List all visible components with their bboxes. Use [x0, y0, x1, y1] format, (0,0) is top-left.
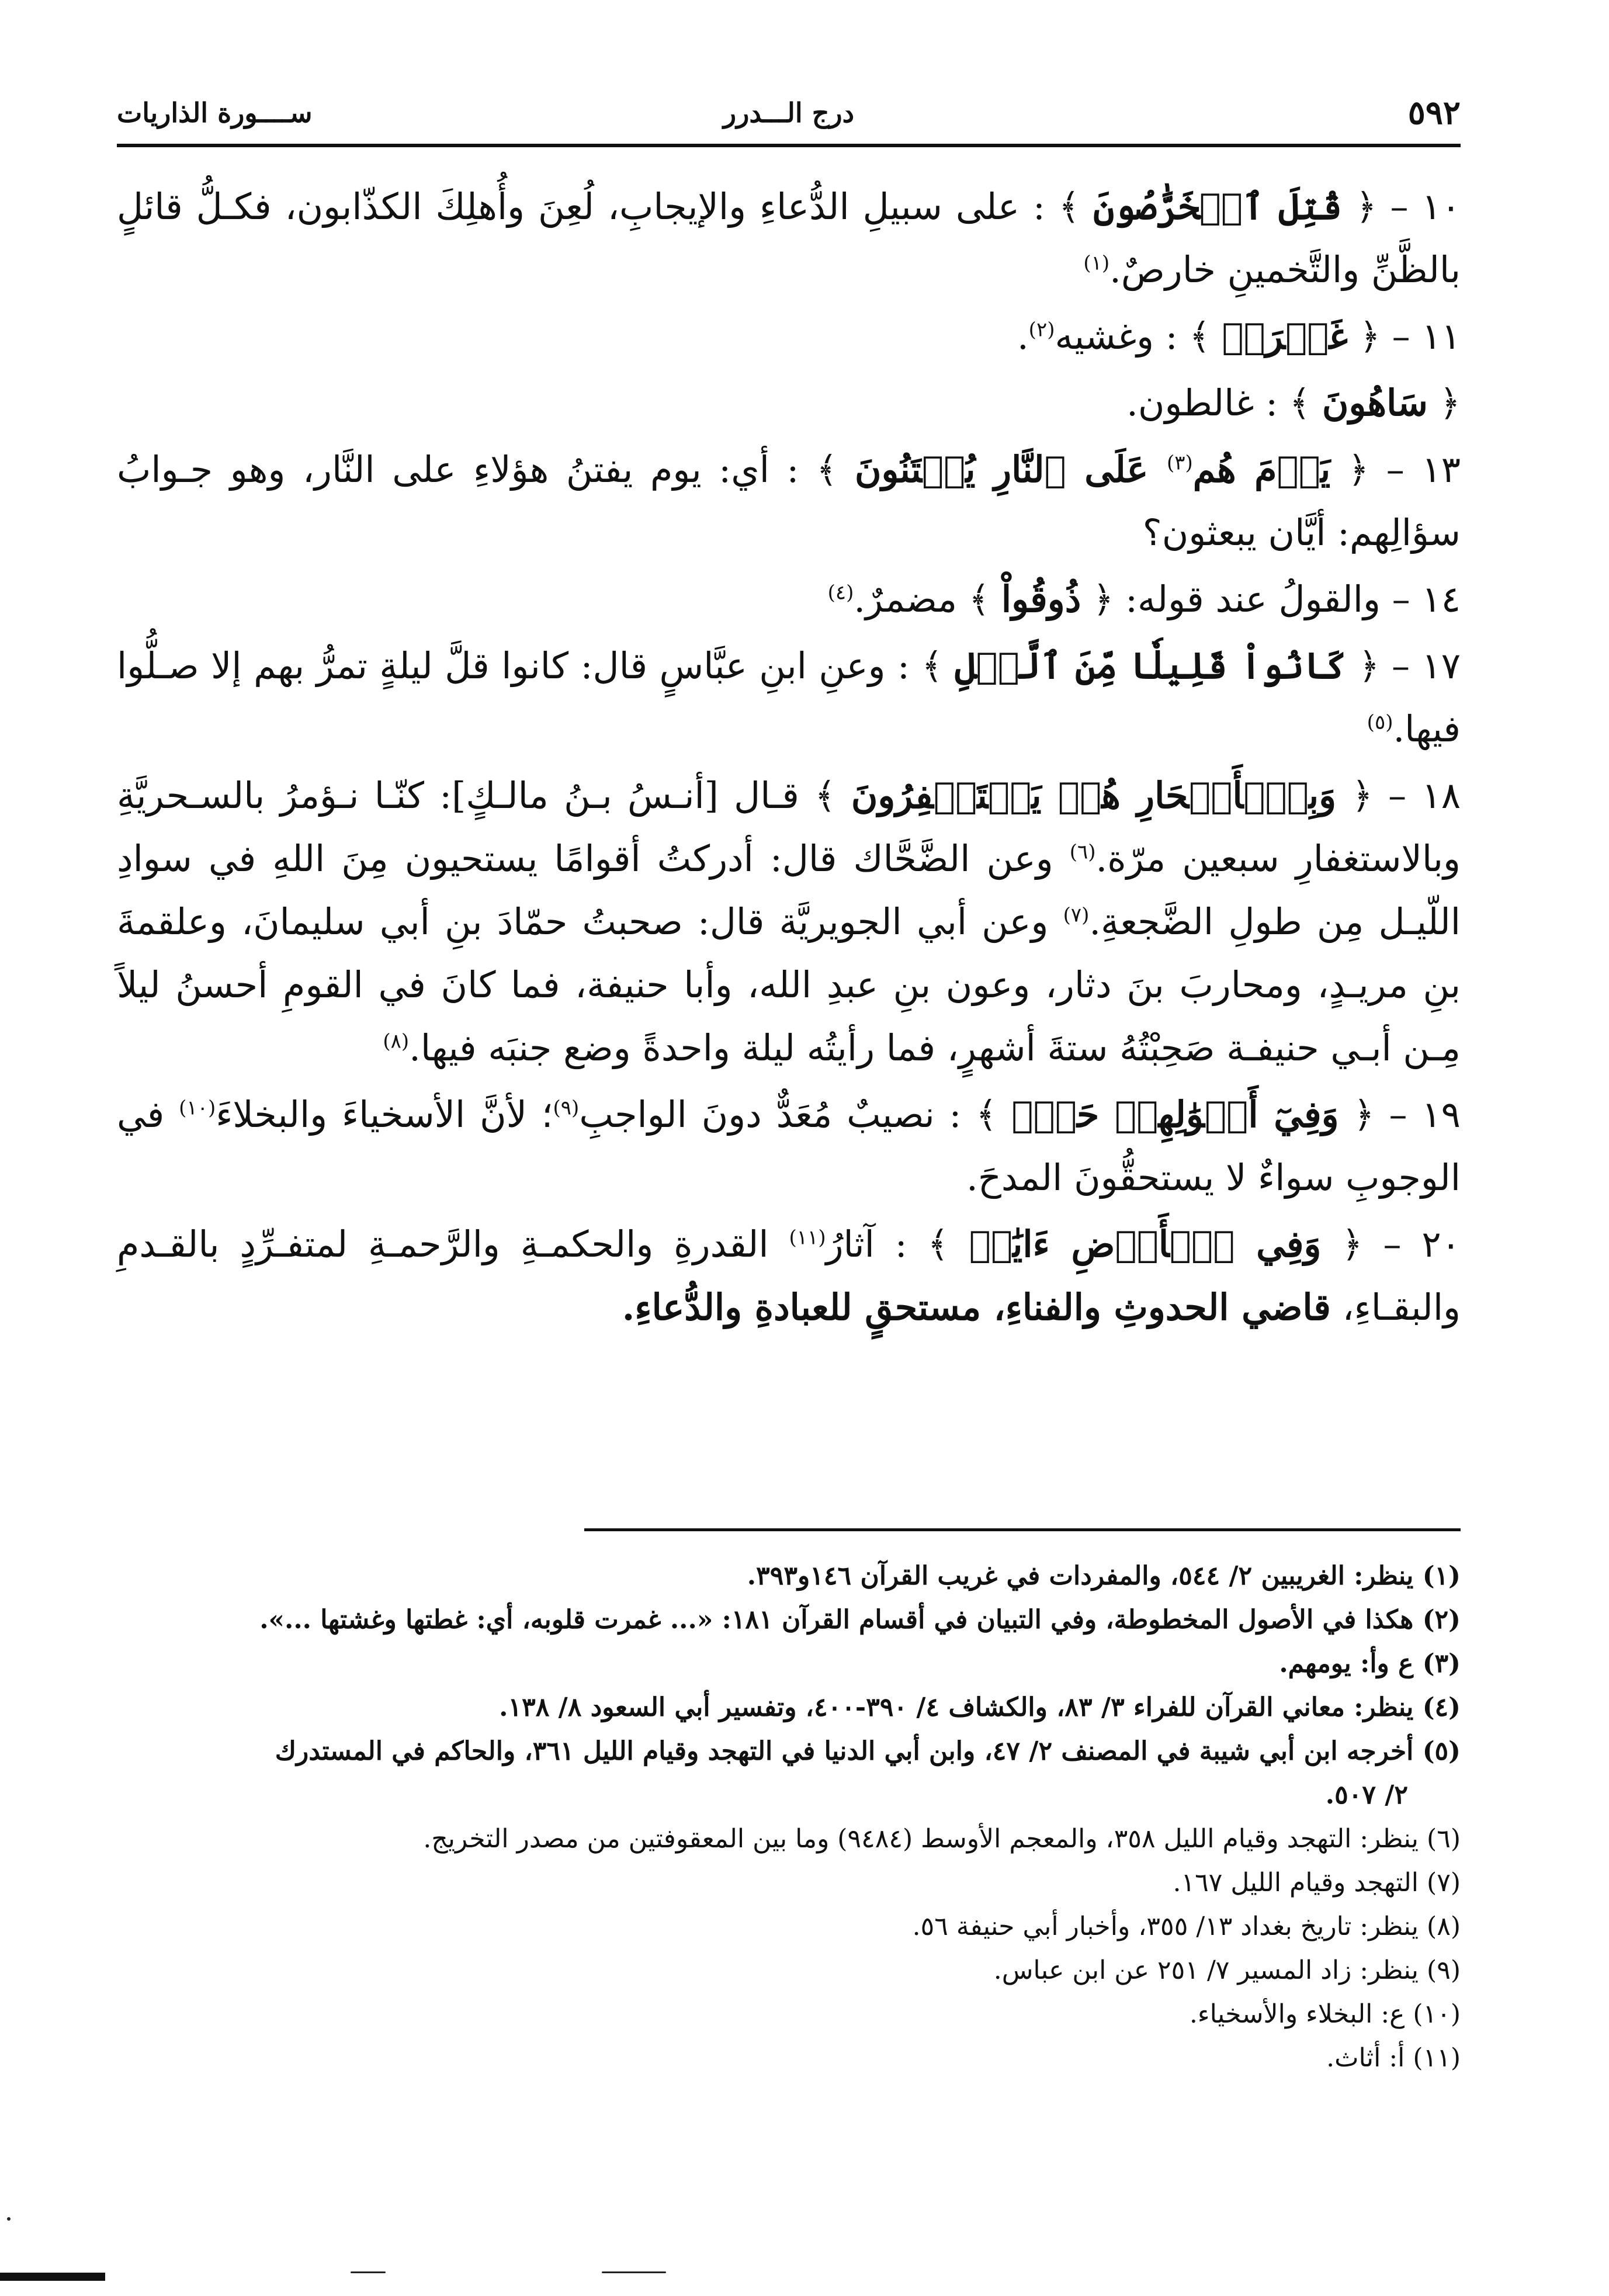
- footnote-number: (٧): [1427, 1868, 1461, 1898]
- quran-text: قُتِلَ ٱلۡخَرَّٰصُونَ: [1093, 185, 1343, 228]
- footnote-number: (٥): [1422, 1736, 1461, 1766]
- commentary-text: قـال [أنـسُ بـنُ مالـكٍ]: كنّـا نـؤمرُ بالسـحريَّةِ وبالاستغفارِ سبعين مرّة.: [117, 774, 1461, 880]
- footnote-ref: (٤): [827, 581, 854, 605]
- footnote-text: ينظر: تاريخ بغداد ١٣/ ٣٥٥، وأخبار أبي حنيفة ٥٦.: [912, 1912, 1427, 1941]
- quran-text: عَلَى ٱلنَّارِ يُفۡتَنُونَ: [855, 448, 1167, 491]
- verse-paragraph: [117, 372, 1461, 435]
- footnotes: [117, 1554, 1461, 2080]
- verse-paragraph: [117, 175, 1461, 301]
- footnote-continuation: ٢/ ٥٠٧.: [1325, 1780, 1408, 1810]
- scan-speck: [602, 2271, 666, 2273]
- quran-text: وَفِيٓ أَمۡوَٰلِهِمۡ حَقّٞ: [1011, 1093, 1339, 1136]
- footnote-ref: (٣): [1166, 451, 1193, 475]
- footnote-number: (١): [1422, 1561, 1461, 1591]
- quran-text: ذُوقُواْ: [1001, 578, 1081, 620]
- footnote: [117, 1642, 1461, 1685]
- quran-bracket-open: ﴿: [1346, 644, 1380, 687]
- commentary-text: : أي: يوم يفتنُ هؤلاءِ على النَّار، وهو جـوابُ سؤالِهم: أيَّان يبعثون؟: [117, 448, 1461, 554]
- footnote-text: أ: أثاث.: [1326, 2043, 1413, 2073]
- footnote-text: ينظر: التهجد وقيام الليل ٣٥٨، والمعجم الأوسط (٩٤٨٤) وما بين المعقوفتين من مصدر التخريج.: [423, 1824, 1427, 1854]
- quran-bracket-open: ﴿: [1342, 185, 1377, 228]
- quran-text: وَبِٱلۡأَسۡحَارِ هُمۡ يَسۡتَغۡفِرُونَ: [851, 774, 1337, 817]
- quran-text: غَمۡرَةٖ: [1222, 315, 1348, 358]
- verse-number: ١٧ –: [1379, 644, 1461, 687]
- commentary-text: : غالطون.: [1126, 381, 1289, 424]
- quran-bracket-close: ﴾: [1289, 381, 1322, 424]
- commentary-text: والقولُ عند قوله:: [1114, 578, 1381, 620]
- quran-bracket-open: ﴿: [1330, 448, 1369, 491]
- footnote: [117, 1729, 1461, 1773]
- book-title: درج الـــدرر: [723, 97, 855, 129]
- footnote: [117, 1948, 1461, 1992]
- quran-bracket-open: ﴿: [1338, 1093, 1375, 1136]
- verse-paragraph: [117, 305, 1461, 368]
- quran-bracket-close: ﴾: [816, 448, 855, 491]
- scan-speck: [351, 2271, 386, 2273]
- quran-bracket-close: ﴾: [976, 1093, 1012, 1136]
- footnote: [117, 2036, 1461, 2080]
- footnote: [117, 1992, 1461, 2036]
- footnote: [117, 1905, 1461, 1948]
- verse-number: ٢٠ –: [1362, 1223, 1461, 1265]
- commentary-text: : وغشيه: [1055, 315, 1190, 358]
- verse-number: ١٩ –: [1374, 1093, 1461, 1136]
- commentary-text: : نصيبٌ مُعَدٌّ دونَ الواجبِ: [579, 1093, 976, 1136]
- verse-paragraph: [117, 1083, 1461, 1209]
- footnote-ref: (١): [1083, 251, 1110, 275]
- footnote-number: (٣): [1422, 1649, 1461, 1678]
- footnote-text: هكذا في الأصول المخطوطة، وفي التبيان في أقسام القرآن ١٨١: «... غمرت قلوبه، أي: غطتها وغشتها ...».: [259, 1605, 1423, 1635]
- commentary-text: مضمرٌ.: [854, 578, 969, 620]
- commentary-text: في الوجوبِ سواءٌ لا يستحقُّونَ المدحَ.: [117, 1093, 1461, 1199]
- footnote-number: (٤): [1422, 1692, 1461, 1722]
- quran-bracket-close: ﴾: [1058, 185, 1094, 228]
- quran-bracket-open: ﴿: [1427, 381, 1461, 424]
- quran-bracket-open: ﴿: [1336, 774, 1373, 817]
- footnote-text: ع: البخلاء والأسخياء.: [1189, 1999, 1413, 2029]
- quran-bracket-close: ﴾: [968, 578, 1001, 620]
- footnote: [117, 1598, 1461, 1642]
- verse-number: ١٨ –: [1372, 774, 1461, 817]
- verse-paragraph: [117, 764, 1461, 1080]
- footnote-number: (١٠): [1413, 1999, 1461, 2029]
- running-header: [117, 88, 1461, 140]
- verse-paragraph: [117, 1213, 1461, 1339]
- quran-text: كَانُواْ قَلِيلٗا مِّنَ ٱلَّيۡلِ: [955, 644, 1347, 687]
- quran-bracket-close: ﴾: [921, 644, 955, 687]
- commentary-text: القدرةِ والحكمـةِ والرَّحمـةِ لمتفـرِّدٍ بالقـدمِ والبقـاءِ،: [117, 1223, 1461, 1329]
- footnote-ref: (٦): [1069, 840, 1096, 864]
- quran-bracket-open: ﴿: [1321, 1223, 1363, 1265]
- main-text: [117, 175, 1461, 1343]
- footnote-text: ينظر: الغريبين ٢/ ٥٤٤، والمفردات في غريب القرآن ١٤٦و٣٩٣.: [747, 1561, 1423, 1591]
- quran-bracket-close: ﴾: [1189, 315, 1222, 358]
- footnote-number: (١١): [1413, 2043, 1461, 2073]
- footnote: [117, 1685, 1461, 1729]
- footnote-ref: (٧): [1063, 903, 1090, 927]
- footnote-number: (٢): [1422, 1605, 1461, 1635]
- page-number: ٥٩٢: [1407, 93, 1461, 132]
- footnote-ref: (١٠): [179, 1096, 216, 1120]
- footnote-separator: [584, 1528, 1461, 1531]
- verse-number: ١٠ –: [1376, 185, 1461, 228]
- header-rule: [117, 144, 1461, 147]
- verse-number: ١٤ –: [1380, 578, 1461, 620]
- commentary-text: قاضي الحدوثِ والفناءِ، مستحقٍ للعبادةِ والدُّعاءِ.: [622, 1286, 1331, 1329]
- quran-text: يَوۡمَ هُم: [1192, 448, 1331, 491]
- footnote: [117, 1554, 1461, 1598]
- verse-number: ١١ –: [1380, 315, 1461, 358]
- footnote-ref: (٥): [1367, 710, 1393, 734]
- commentary-text: : وعنِ ابنِ عبَّاسٍ قال: كانوا قلَّ ليلةٍ تمرُّ بهم إلا صـلُّوا فيها.: [117, 644, 1461, 750]
- scan-speck: [7, 2217, 11, 2221]
- scan-edge-mark: [0, 2273, 105, 2281]
- commentary-text: .: [1017, 315, 1029, 358]
- footnote-number: (٨): [1427, 1912, 1461, 1941]
- footnote-ref: (٢): [1028, 318, 1055, 342]
- commentary-text: وعن أبي الجويريَّة قال: صحبتُ حمّادَ بنِ أبي سليمانَ، وعلقمةَ بنِ مريـدٍ، ومحاربَ بنَ دثار، وعون بنِ عبدِ الله، وأبا حنيفة، فما كانَ في القومِ أحسنُ ليلاً مِـن أبـي حنيفـة صَحِبْتُهُ ستةَ أشهرٍ، فما رأيتُه ليلة واحدةً وضع جنبَه فيها.: [117, 900, 1461, 1069]
- surah-name: ســــورة الذاريات: [117, 97, 313, 129]
- footnote: [117, 1817, 1461, 1861]
- quran-bracket-close: ﴾: [927, 1223, 969, 1265]
- footnote-text: ينظر: معاني القرآن للفراء ٣/ ٨٣، والكشاف ٤/ ٣٩٠-٤٠٠، وتفسير أبي السعود ٨/ ١٣٨.: [499, 1692, 1423, 1722]
- footnote-text: أخرجه ابن أبي شيبة في المصنف ٢/ ٤٧، وابن أبي الدنيا في التهجد وقيام الليل ٣٦١، والحاكم في المستدرك: [275, 1736, 1423, 1766]
- footnote-ref: (٨): [383, 1029, 410, 1053]
- commentary-text: : آثارُ: [826, 1223, 928, 1265]
- quran-text: سَاهُونَ: [1322, 381, 1428, 424]
- footnote-number: (٦): [1427, 1824, 1461, 1854]
- quran-text: وَفِي ٱلۡأَرۡضِ ءَايَٰتٞ: [969, 1223, 1322, 1265]
- commentary-text: ؛ لأنَّ الأسخياءَ والبخلاءَ: [216, 1093, 553, 1136]
- quran-bracket-close: ﴾: [814, 774, 851, 817]
- footnote: [117, 1861, 1461, 1905]
- footnote-ref: (١١): [789, 1226, 826, 1250]
- commentary-text: وعن الضَّحَّاك قال: أدركتُ أقوامًا يستحيون مِنَ اللهِ في سوادِ اللّيـل مِن طولِ الضَّجعةِ.: [117, 837, 1461, 943]
- footnote-ref: (٩): [553, 1096, 580, 1120]
- footnote-text: التهجد وقيام الليل ١٦٧.: [1173, 1868, 1427, 1898]
- verse-paragraph: [117, 568, 1461, 631]
- verse-number: ١٣ –: [1369, 448, 1461, 491]
- footnote-number: (٩): [1427, 1955, 1461, 1985]
- footnote-text: ع وأ: يومهم.: [1279, 1649, 1423, 1678]
- verse-paragraph: [117, 438, 1461, 564]
- quran-bracket-open: ﴿: [1081, 578, 1114, 620]
- verse-paragraph: [117, 634, 1461, 761]
- quran-bracket-open: ﴿: [1347, 315, 1381, 358]
- footnote-text: ينظر: زاد المسير ٧/ ٢٥١ عن ابن عباس.: [993, 1955, 1427, 1985]
- commentary-text: : على سبيلِ الدُّعاءِ والإيجابِ، لُعِنَ وأُهلِكَ الكذّابون، فكـلُّ قائلٍ بالظَّنِّ والتَّخمينِ خارصٌ.: [117, 185, 1461, 291]
